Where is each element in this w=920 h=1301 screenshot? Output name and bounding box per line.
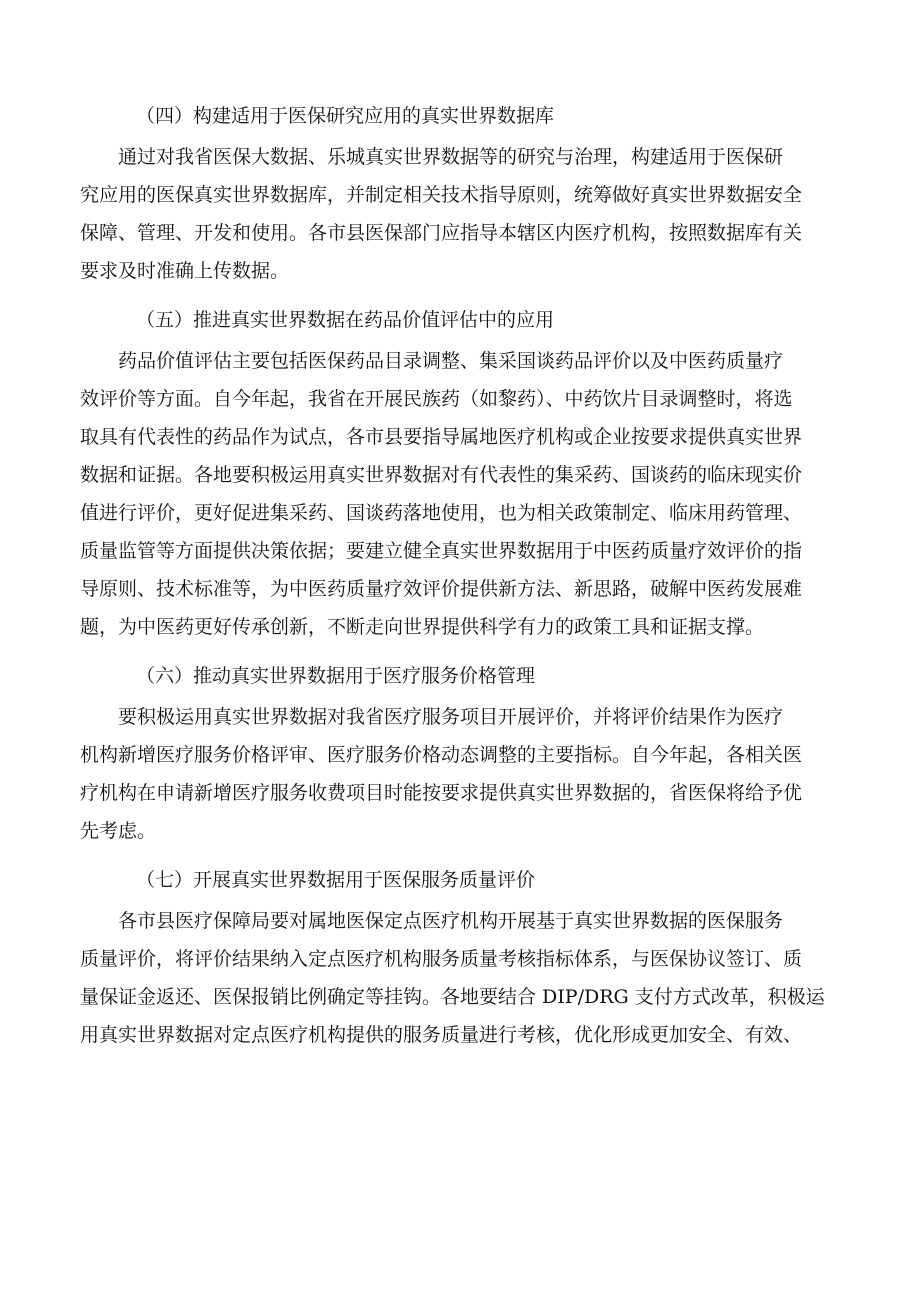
paragraph-line: 效评价等方面。自今年起，我省在开展民族药（如黎药）、中药饮片目录调整时，将选: [80, 388, 793, 410]
paragraph-line: 题，为中医药更好传承创新，不断走向世界提供科学有力的政策工具和证据支撑。: [80, 616, 765, 638]
paragraph-line: 疗机构在申请新增医疗服务收费项目时能按要求提供真实世界数据的，省医保将给予优: [80, 782, 803, 804]
section-heading: （六）推动真实世界数据用于医疗服务价格管理: [136, 665, 536, 687]
section-heading: （五）推进真实世界数据在药品价值评估中的应用: [136, 309, 555, 331]
paragraph-line: 用真实世界数据对定点医疗机构提供的服务质量进行考核，优化形成更加安全、有效、: [80, 1024, 803, 1046]
paragraph-line: 导原则、技术标准等，为中医药质量疗效评价提供新方法、新思路，破解中医药发展难: [80, 578, 803, 600]
paragraph-line: 究应用的医保真实世界数据库，并制定相关技术指导原则，统筹做好真实世界数据安全: [80, 184, 803, 206]
paragraph-line: 数据和证据。各地要积极运用真实世界数据对有代表性的集采药、国谈药的临床现实价: [80, 464, 803, 486]
paragraph-line: 质量监管等方面提供决策依据；要建立健全真实世界数据用于中医药质量疗效评价的指: [80, 540, 803, 562]
paragraph-line: 值进行评价，更好促进集采药、国谈药落地使用，也为相关政策制定、临床用药管理、: [80, 502, 803, 524]
document-page: [80, 100, 840, 1068]
paragraph-line: 各市县医疗保障局要对属地医保定点医疗机构开展基于真实世界数据的医保服务: [118, 910, 784, 932]
section-paragraph: [80, 138, 840, 290]
section-6: [80, 660, 840, 850]
paragraph-line: 通过对我省医保大数据、乐城真实世界数据等的研究与治理，构建适用于医保研: [118, 146, 784, 168]
section-paragraph: [80, 698, 840, 850]
paragraph-line: 保障、管理、开发和使用。各市县医保部门应指导本辖区内医疗机构，按照数据库有关: [80, 222, 803, 244]
section-4: [80, 100, 840, 290]
paragraph-line: 要求及时准确上传数据。: [80, 260, 290, 282]
paragraph-line: 药品价值评估主要包括医保药品目录调整、集采国谈药品评价以及中医药质量疗: [118, 350, 784, 372]
paragraph-line: 质量评价，将评价结果纳入定点医疗机构服务质量考核指标体系，与医保协议签订、质: [80, 948, 803, 970]
section-heading: （七）开展真实世界数据用于医保服务质量评价: [136, 869, 536, 891]
section-paragraph: [80, 902, 840, 1054]
section-heading: （四）构建适用于医保研究应用的真实世界数据库: [136, 105, 555, 127]
paragraph-line: 机构新增医疗服务价格评审、医疗服务价格动态调整的主要指标。自今年起，各相关医: [80, 744, 803, 766]
paragraph-line: 取具有代表性的药品作为试点，各市县要指导属地医疗机构或企业按要求提供真实世界: [80, 426, 803, 448]
paragraph-line: 先考虑。: [80, 820, 157, 842]
paragraph-line: 量保证金返还、医保报销比例确定等挂钩。各地要结合 DIP/DRG 支付方式改革，积极运: [80, 986, 825, 1008]
section-7: [80, 864, 840, 1054]
paragraph-line: 要积极运用真实世界数据对我省医疗服务项目开展评价，并将评价结果作为医疗: [118, 706, 784, 728]
section-5: [80, 304, 840, 646]
section-paragraph: [80, 342, 840, 646]
